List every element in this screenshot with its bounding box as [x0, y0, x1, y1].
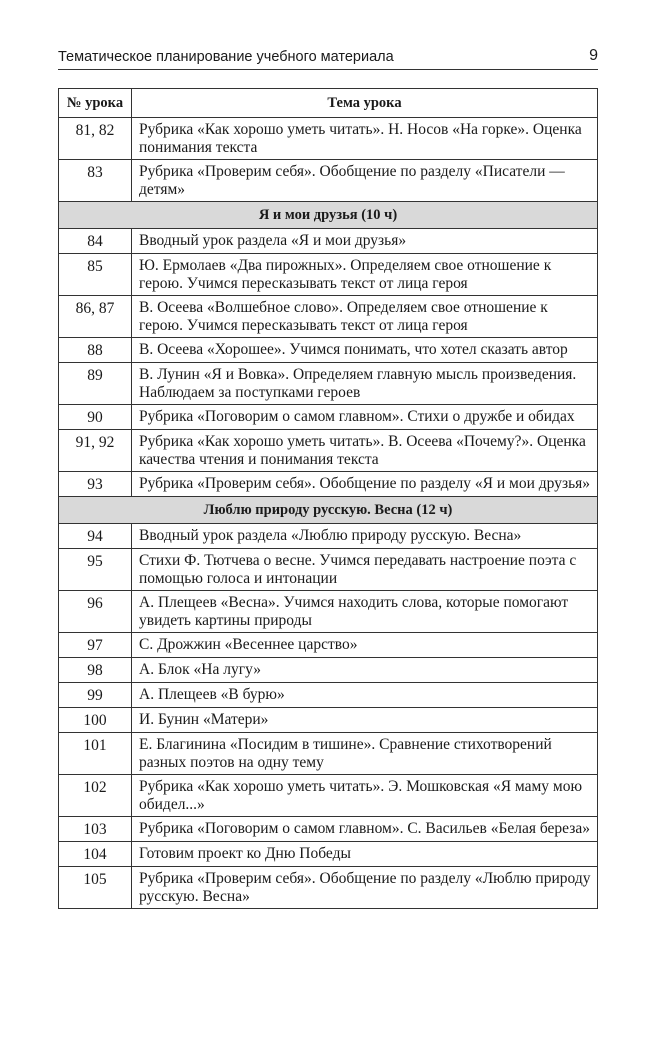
table-row [59, 524, 598, 549]
table-header-row [59, 89, 598, 118]
table-row [59, 160, 598, 202]
lesson-topic: Рубрика «Как хорошо уметь читать». Э. Мошковская «Я маму мою обидел...» [132, 775, 598, 817]
lesson-number: 83 [59, 160, 132, 202]
table-row [59, 733, 598, 775]
lesson-topic: С. Дрожжин «Весеннее царство» [132, 633, 598, 658]
lesson-number: 86, 87 [59, 296, 132, 338]
lesson-topic: Е. Благинина «Посидим в тишине». Сравнение стихотворений разных поэтов на одну тему [132, 733, 598, 775]
lesson-number: 102 [59, 775, 132, 817]
lesson-plan-table [58, 88, 598, 909]
lesson-topic: В. Осеева «Хорошее». Учимся понимать, что хотел сказать автор [132, 338, 598, 363]
table-row [59, 296, 598, 338]
lesson-number: 94 [59, 524, 132, 549]
table-row [59, 633, 598, 658]
lesson-number: 89 [59, 363, 132, 405]
lesson-number: 85 [59, 254, 132, 296]
lesson-topic: В. Лунин «Я и Вовка». Определяем главную мысль произведения. Наблюдаем за поступками героев [132, 363, 598, 405]
lesson-number: 81, 82 [59, 118, 132, 160]
lesson-topic: А. Плещеев «В бурю» [132, 683, 598, 708]
table-row [59, 472, 598, 497]
lesson-topic: В. Осеева «Волшебное слово». Определяем свое отношение к герою. Учимся пересказывать текст от лица героя [132, 296, 598, 338]
lesson-topic: Рубрика «Проверим себя». Обобщение по разделу «Писатели — детям» [132, 160, 598, 202]
section-header-row [59, 497, 598, 524]
lesson-number: 104 [59, 842, 132, 867]
table-row [59, 405, 598, 430]
lesson-number: 93 [59, 472, 132, 497]
page-number: 9 [589, 47, 598, 64]
table-row [59, 658, 598, 683]
table-row [59, 867, 598, 909]
lesson-number: 97 [59, 633, 132, 658]
lesson-topic: Рубрика «Поговорим о самом главном». С. Васильев «Белая береза» [132, 817, 598, 842]
lesson-number: 98 [59, 658, 132, 683]
table-row [59, 430, 598, 472]
lesson-topic: А. Блок «На лугу» [132, 658, 598, 683]
lesson-topic: Готовим проект ко Дню Победы [132, 842, 598, 867]
lesson-number: 96 [59, 591, 132, 633]
running-header [58, 47, 598, 70]
table-row [59, 338, 598, 363]
lesson-topic: Рубрика «Как хорошо уметь читать». В. Осеева «Почему?». Оценка качества чтения и понимания текста [132, 430, 598, 472]
table-row [59, 683, 598, 708]
lesson-number: 95 [59, 549, 132, 591]
lesson-number: 101 [59, 733, 132, 775]
lesson-topic: Ю. Ермолаев «Два пирожных». Определяем свое отношение к герою. Учимся пересказывать текст от лица героя [132, 254, 598, 296]
lesson-topic: Рубрика «Проверим себя». Обобщение по разделу «Я и мои друзья» [132, 472, 598, 497]
running-title: Тематическое планирование учебного материала [58, 49, 394, 65]
lesson-number: 88 [59, 338, 132, 363]
lesson-number: 105 [59, 867, 132, 909]
lesson-topic: Рубрика «Проверим себя». Обобщение по разделу «Люблю природу русскую. Весна» [132, 867, 598, 909]
table-row [59, 229, 598, 254]
table-row [59, 591, 598, 633]
column-header-lesson-number: № урока [59, 89, 132, 118]
lesson-topic: Рубрика «Как хорошо уметь читать». Н. Носов «На горке». Оценка понимания текста [132, 118, 598, 160]
column-header-lesson-topic: Тема урока [132, 89, 598, 118]
lesson-number: 100 [59, 708, 132, 733]
lesson-topic: А. Плещеев «Весна». Учимся находить слова, которые помогают увидеть картины природы [132, 591, 598, 633]
lesson-number: 99 [59, 683, 132, 708]
lesson-topic: И. Бунин «Матери» [132, 708, 598, 733]
table-row [59, 363, 598, 405]
section-header-row [59, 202, 598, 229]
section-title: Люблю природу русскую. Весна (12 ч) [59, 497, 598, 524]
lesson-number: 84 [59, 229, 132, 254]
table-row [59, 817, 598, 842]
table-row [59, 842, 598, 867]
lesson-topic: Рубрика «Поговорим о самом главном». Стихи о дружбе и обидах [132, 405, 598, 430]
table-row [59, 708, 598, 733]
lesson-topic: Стихи Ф. Тютчева о весне. Учимся передавать настроение поэта с помощью голоса и интонации [132, 549, 598, 591]
table-body [59, 118, 598, 909]
lesson-topic: Вводный урок раздела «Я и мои друзья» [132, 229, 598, 254]
table-row [59, 549, 598, 591]
lesson-number: 103 [59, 817, 132, 842]
lesson-number: 90 [59, 405, 132, 430]
section-title: Я и мои друзья (10 ч) [59, 202, 598, 229]
table-row [59, 254, 598, 296]
lesson-topic: Вводный урок раздела «Люблю природу русскую. Весна» [132, 524, 598, 549]
table-row [59, 118, 598, 160]
lesson-number: 91, 92 [59, 430, 132, 472]
table-row [59, 775, 598, 817]
